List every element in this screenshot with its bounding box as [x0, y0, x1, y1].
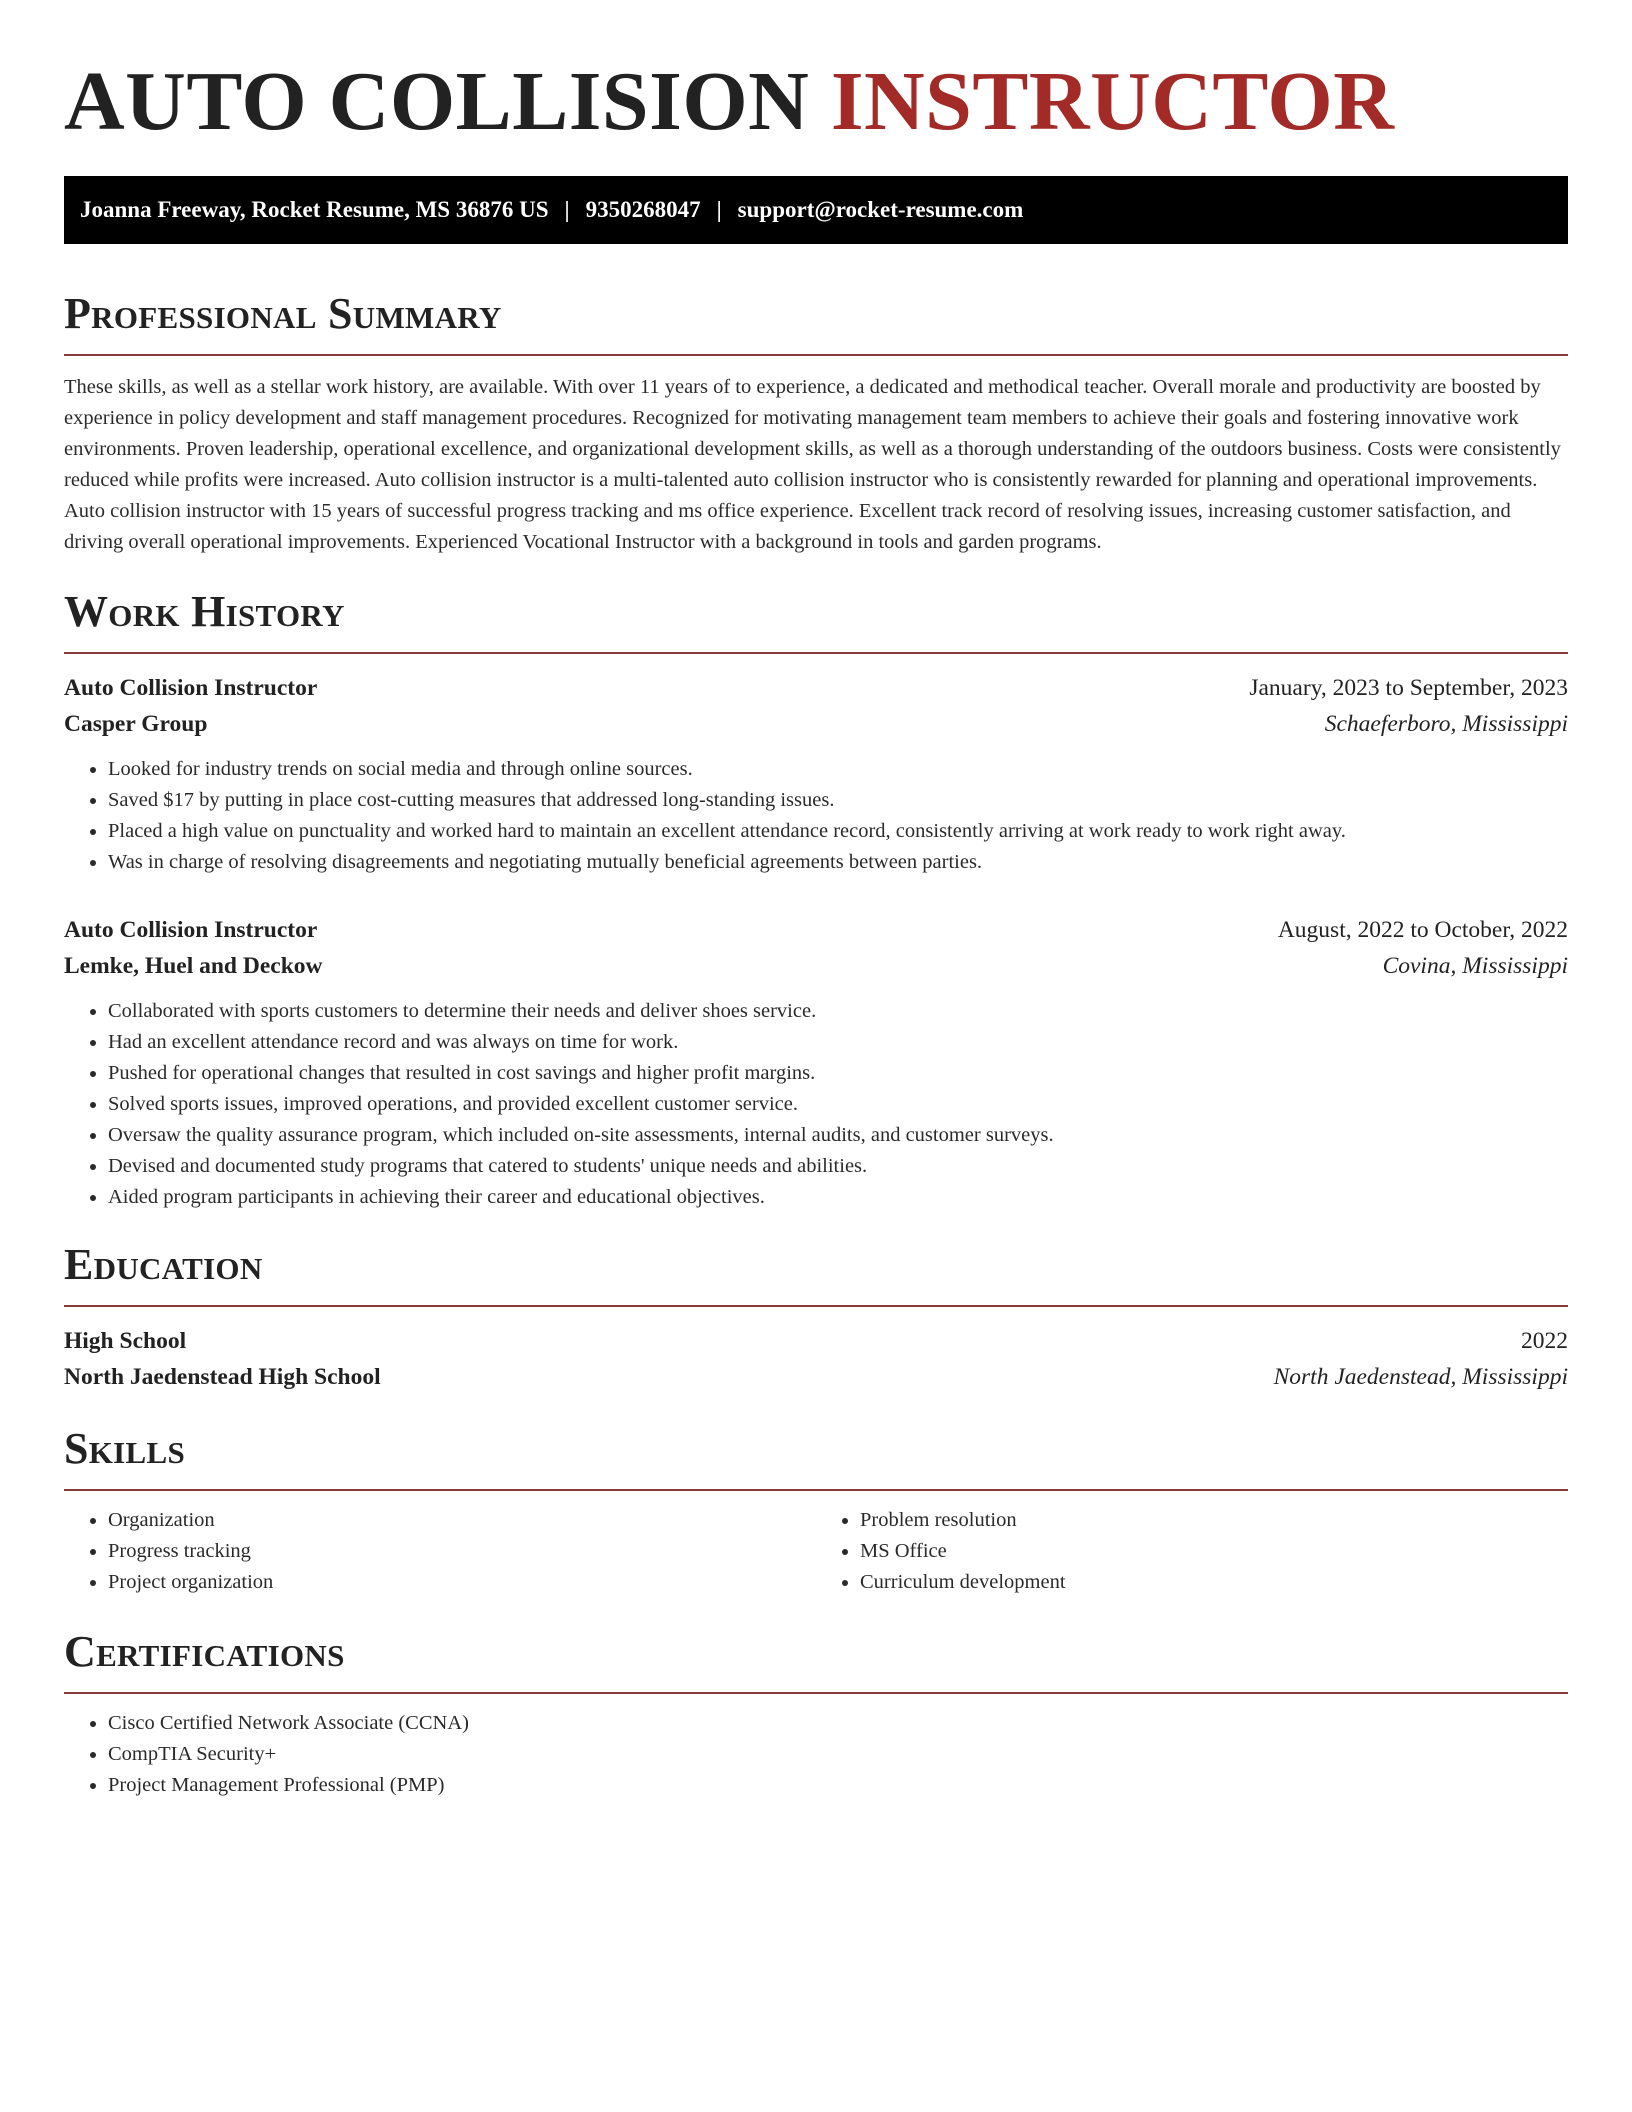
job-title-row: [64, 912, 1568, 948]
job-bullet: • Looked for industry trends on social media and through online sources.: [108, 754, 1568, 785]
certifications-section: [64, 1626, 1568, 1801]
job-entry: [64, 670, 1568, 878]
education-year: 2022: [1521, 1328, 1568, 1354]
title-primary: AUTO COLLISION: [64, 55, 810, 148]
skill-item: • Curriculum development: [860, 1567, 1568, 1598]
skills-list: [64, 1505, 816, 1598]
job-company-row: [64, 706, 1568, 742]
education-heading: Education: [64, 1240, 263, 1289]
skills-heading: Skills: [64, 1424, 186, 1473]
skills-column-left: [64, 1505, 816, 1598]
job-bullet: • Aided program participants in achieving their career and educational objectives.: [108, 1182, 1568, 1213]
job-bullets: [64, 754, 1568, 878]
education-location: North Jaedenstead, Mississippi: [1273, 1364, 1568, 1390]
education-section: [64, 1239, 1568, 1395]
summary-heading: Professional Summary: [64, 289, 502, 338]
resume-title: [64, 52, 1568, 152]
job-company-row: [64, 948, 1568, 984]
skills-list: [816, 1505, 1568, 1598]
skill-item: • Problem resolution: [860, 1505, 1568, 1536]
contact-address: Joanna Freeway, Rocket Resume, MS 36876 US: [80, 197, 549, 222]
skills-section: [64, 1423, 1568, 1598]
section-divider: [64, 652, 1568, 654]
job-bullet: • Devised and documented study programs that catered to students' unique needs and abilities.: [108, 1151, 1568, 1182]
skills-grid: [64, 1505, 1568, 1598]
job-title-row: [64, 670, 1568, 706]
contact-separator: |: [564, 197, 570, 222]
job-dates: January, 2023 to September, 2023: [1249, 675, 1568, 701]
summary-text: These skills, as well as a stellar work history, are available. With over 11 years of to experience, a dedicated and methodical teacher. Overall morale and productivity are boosted by experience in policy development and staff management procedures. Recognized for motivating management team members to achieve their goals and fostering innovative work environments. Proven leadership, operational excellence, and organizational development skills, as well as a thorough understanding of the outdoors business. Costs were consistently reduced while profits were increased. Auto collision instructor is a multi-talented auto collision instructor who is consistently rewarded for planning and operational improvements. Auto collision instructor with 15 years of successful progress tracking and ms office experience. Excellent track record of resolving issues, increasing customer satisfaction, and driving overall operational improvements. Experienced Vocational Instructor with a background in tools and garden programs.: [64, 376, 1561, 553]
certifications-heading: Certifications: [64, 1627, 345, 1676]
summary-section: [64, 288, 1568, 558]
job-bullet: • Solved sports issues, improved operations, and provided excellent customer service.: [108, 1089, 1568, 1120]
education-school-row: [64, 1359, 1568, 1395]
job-bullet: • Was in charge of resolving disagreements and negotiating mutually beneficial agreements between parties.: [108, 847, 1568, 878]
certification-item: • CompTIA Security+: [108, 1739, 1568, 1770]
job-bullet: • Saved $17 by putting in place cost-cutting measures that addressed long-standing issues.: [108, 785, 1568, 816]
work-history-heading: Work History: [64, 587, 345, 636]
section-divider: [64, 1305, 1568, 1307]
certification-item: • Project Management Professional (PMP): [108, 1770, 1568, 1801]
skills-column-right: [816, 1505, 1568, 1598]
contact-phone: 9350268047: [585, 197, 701, 222]
job-bullets: [64, 996, 1568, 1213]
skill-item: • Progress tracking: [108, 1536, 816, 1567]
contact-bar: [64, 176, 1568, 244]
education-degree: High School: [64, 1328, 187, 1354]
job-location: Covina, Mississippi: [1382, 953, 1568, 979]
job-entry: [64, 912, 1568, 1213]
job-title: Auto Collision Instructor: [64, 675, 318, 701]
skill-item: • Organization: [108, 1505, 816, 1536]
section-divider: [64, 1489, 1568, 1491]
education-school: North Jaedenstead High School: [64, 1364, 381, 1390]
contact-separator: |: [716, 197, 722, 222]
skill-item: • Project organization: [108, 1567, 816, 1598]
work-history-section: [64, 586, 1568, 1213]
job-bullet: • Oversaw the quality assurance program, which included on-site assessments, internal audits, and customer surveys.: [108, 1120, 1568, 1151]
contact-email: support@rocket-resume.com: [737, 197, 1024, 222]
job-dates: August, 2022 to October, 2022: [1277, 917, 1568, 943]
job-company: Lemke, Huel and Deckow: [64, 953, 323, 979]
job-bullet: • Pushed for operational changes that resulted in cost savings and higher profit margins.: [108, 1058, 1568, 1089]
job-bullet: • Collaborated with sports customers to determine their needs and deliver shoes service.: [108, 996, 1568, 1027]
education-entry: [64, 1323, 1568, 1395]
section-divider: [64, 354, 1568, 356]
title-accent: INSTRUCTOR: [830, 55, 1395, 148]
job-bullet: • Had an excellent attendance record and was always on time for work.: [108, 1027, 1568, 1058]
certifications-list: [64, 1708, 1568, 1801]
section-divider: [64, 1692, 1568, 1694]
job-bullet: • Placed a high value on punctuality and worked hard to maintain an excellent attendance record, consistently arriving at work ready to work right away.: [108, 816, 1568, 847]
skill-item: • MS Office: [860, 1536, 1568, 1567]
certification-item: • Cisco Certified Network Associate (CCNA): [108, 1708, 1568, 1739]
education-degree-row: [64, 1323, 1568, 1359]
job-location: Schaeferboro, Mississippi: [1324, 711, 1568, 737]
job-title: Auto Collision Instructor: [64, 917, 318, 943]
job-company: Casper Group: [64, 711, 208, 737]
